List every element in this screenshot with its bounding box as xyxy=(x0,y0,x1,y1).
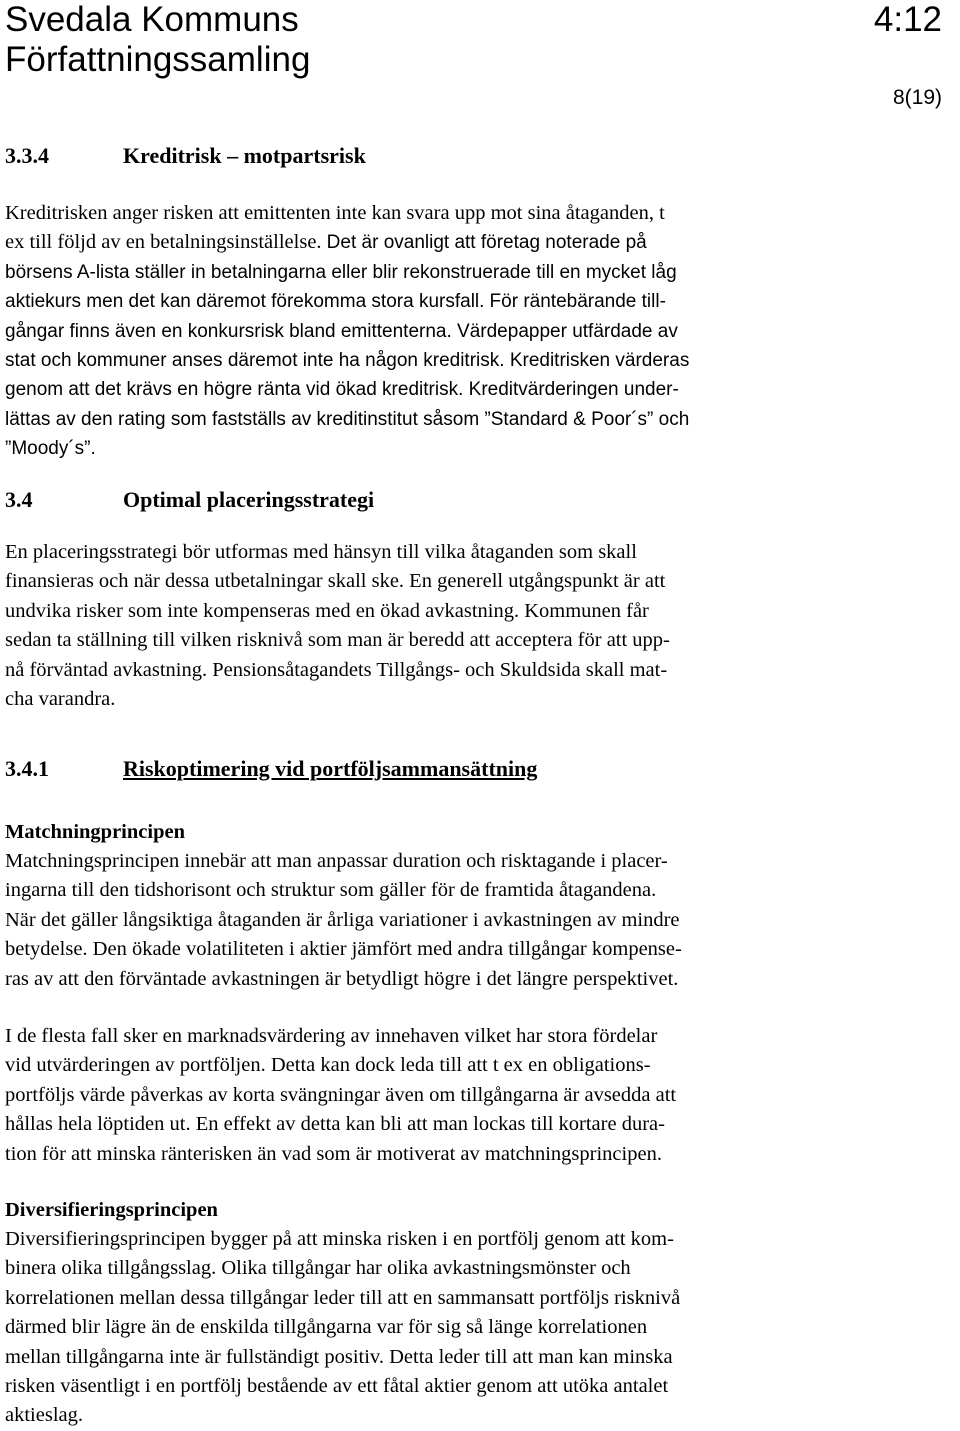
document-header-title xyxy=(5,0,310,80)
paragraph-line: Matchningsprincipen innebär att man anpassar duration och risktagande i placer- xyxy=(5,850,668,872)
header-title-line-1: Svedala Kommuns xyxy=(5,0,299,39)
paragraph-line: tion för att minska ränterisken än vad som är motiverat av matchningsprincipen. xyxy=(5,1142,662,1165)
section-heading-3-4-1 xyxy=(5,755,537,783)
section-title: Optimal placeringsstrategi xyxy=(123,487,375,512)
paragraph-line: stat och kommuner anses däremot inte ha någon kreditrisk. Kreditrisken värderas xyxy=(5,350,690,372)
paragraph-line: ingarna till den tidshorisont och struktur som gäller för de framtida åtagandena. xyxy=(5,879,657,902)
header-title-line-2: Författningssamling xyxy=(5,40,311,79)
paragraph-line: nå förväntad avkastning. Pensionsåtagandets Tillgångs- och Skuldsida skall mat- xyxy=(5,658,668,681)
paragraph-line: ”Moody´s”. xyxy=(5,438,96,460)
paragraph-line: lättas av den rating som fastställs av kreditinstitut såsom ”Standard & Poor´s” och xyxy=(5,408,690,430)
paragraph-diversifieringsprincipen xyxy=(5,1225,835,1431)
page-number: 8(19) xyxy=(892,86,942,109)
paragraph-placeringsstrategi xyxy=(5,538,835,714)
paragraph-line: gångar finns även en konkursrisk bland emittenterna. Värdepapper utfärdade av xyxy=(5,320,678,342)
paragraph-matchningprincipen xyxy=(5,847,835,994)
section-heading-3-3-4 xyxy=(5,142,366,170)
section-number: 3.3.4 xyxy=(5,143,49,168)
paragraph-line: binera olika tillgångsslag. Olika tillgångar har olika avkastningsmönster och xyxy=(5,1257,631,1280)
document-number: 4:12 xyxy=(873,0,942,39)
paragraph-line: När det gäller långsiktiga åtaganden är årliga variationer i avkastningen av mindre xyxy=(5,908,680,931)
paragraph-line: finansieras och när dessa utbetalningar skall ske. En generell utgångspunkt är att xyxy=(5,570,666,593)
subheading-diversifieringsprincipen: Diversifieringsprincipen xyxy=(5,1199,218,1221)
paragraph-line: hållas hela löptiden ut. En effekt av detta kan bli att man lockas till kortare dura- xyxy=(5,1113,665,1136)
paragraph-line: därmed blir lägre än de enskilda tillgångarna var för sig så länge korrelationen xyxy=(5,1316,648,1339)
section-number: 3.4 xyxy=(5,487,33,512)
paragraph-line: aktieslag. xyxy=(5,1404,83,1427)
paragraph-marknadsvardering xyxy=(5,1022,835,1169)
paragraph-line: undvika risker som inte kompenseras med en ökad avkastning. Kommunen får xyxy=(5,599,649,622)
paragraph-line: genom att det krävs en högre ränta vid ökad kreditrisk. Kreditvärderingen under- xyxy=(5,379,679,401)
paragraph-line: korrelationen mellan dessa tillgångar leder till att en sammansatt portföljs risknivå xyxy=(5,1286,681,1309)
section-title: Riskoptimering vid portföljsammansättning xyxy=(123,756,538,781)
paragraph-line: mellan tillgångarna inte är fullständigt positiv. Detta leder till att man kan minska xyxy=(5,1345,673,1368)
paragraph-line: aktiekurs men det kan däremot förekomma stora kursfall. För räntebärande till- xyxy=(5,291,666,313)
subheading-matchningprincipen: Matchningprincipen xyxy=(5,821,185,843)
paragraph-line: börsens A-lista ställer in betalningarna eller blir rekonstruerade till en mycket låg xyxy=(5,261,677,283)
paragraph-line: Kreditrisken anger risken att emittenten inte kan svara upp mot sina åtaganden, t xyxy=(5,202,665,224)
paragraph-line: ex till följd av en betalningsinställelse. Det är ovanligt att företag noterade på xyxy=(5,231,647,254)
paragraph-line: ras av att den förväntade avkastningen är betydligt högre i det längre perspektivet. xyxy=(5,967,679,990)
paragraph-line: En placeringsstrategi bör utformas med hänsyn till vilka åtaganden som skall xyxy=(5,541,637,563)
section-title: Kreditrisk – motpartsrisk xyxy=(123,143,366,168)
paragraph-line: risken väsentligt i en portfölj bestående av ett fåtal aktier genom att utöka antalet xyxy=(5,1375,669,1398)
paragraph-line: cha varandra. xyxy=(5,688,116,711)
paragraph-line: sedan ta ställning till vilken risknivå som man är beredd att acceptera för att upp- xyxy=(5,629,670,652)
section-heading-3-4 xyxy=(5,486,374,514)
section-number: 3.4.1 xyxy=(5,756,49,781)
paragraph-line: vid utvärderingen av portföljen. Detta kan dock leda till att t ex en obligations- xyxy=(5,1054,651,1077)
paragraph-line: betydelse. Den ökade volatiliteten i aktier jämfört med andra tillgångar kompense- xyxy=(5,938,682,961)
paragraph-line: portföljs värde påverkas av korta svängningar även om tillgångarna är avsedda att xyxy=(5,1083,677,1106)
paragraph-line: Diversifieringsprincipen bygger på att minska risken i en portfölj genom att kom- xyxy=(5,1228,674,1250)
paragraph-line: I de flesta fall sker en marknadsvärdering av innehaven vilket har stora fördelar xyxy=(5,1025,658,1047)
paragraph-kreditrisk xyxy=(5,199,835,464)
